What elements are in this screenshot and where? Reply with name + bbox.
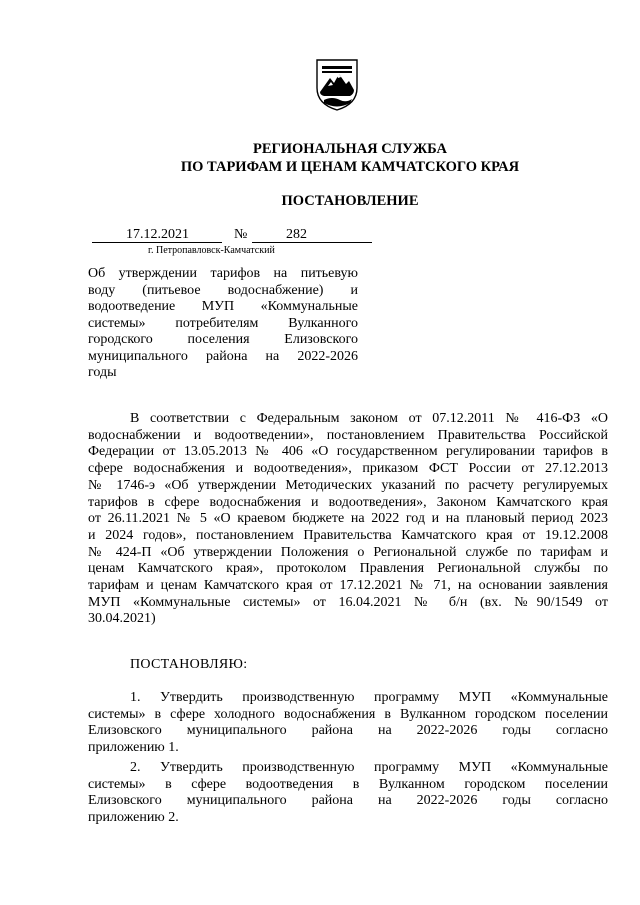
- number-sign: №: [234, 227, 248, 242]
- paragraph-line: водоснабжении и водоотведении», постановлением Правительства Российской: [88, 427, 608, 443]
- agency-name-line-1: РЕГИОНАЛЬНАЯ СЛУЖБА: [252, 141, 448, 157]
- paragraph-line: приложению 1.: [88, 740, 179, 756]
- title-line: системы» потребителям Вулканного: [88, 315, 358, 331]
- paragraph-line: ценам Камчатского края», протоколом Правления Региональной службы по: [88, 561, 608, 577]
- title-line: годы: [88, 365, 117, 380]
- document-type: ПОСТАНОВЛЕНИЕ: [281, 193, 419, 209]
- title-line: муниципального района на 2022-2026: [88, 348, 358, 364]
- paragraph-line: системы» в сфере холодного водоснабжения в Вулканном городском поселении: [88, 706, 608, 722]
- paragraph-line: приложению 2.: [88, 810, 179, 826]
- title-line: городского поселения Елизовского: [88, 332, 358, 347]
- item-1-paragraph: [88, 690, 608, 757]
- title-line: Об утверждении тарифов на питьевую: [88, 266, 358, 281]
- document-title: [88, 266, 358, 382]
- agency-name-line-2: ПО ТАРИФАМ И ЦЕНАМ КАМЧАТСКОГО КРАЯ: [180, 159, 520, 175]
- intro-paragraph: [88, 411, 608, 628]
- resolve-heading: ПОСТАНОВЛЯЮ:: [130, 657, 248, 672]
- paragraph-line: № 1746-э «Об утверждении Методических указаний по расчету регулируемых: [88, 477, 608, 493]
- document-city: г. Петропавловск-Камчатский: [148, 245, 275, 256]
- paragraph-line: 30.04.2021): [88, 611, 156, 627]
- paragraph-line: от 26.11.2021 № 5 «О краевом бюджете на 2022 год и на плановый период 2023: [88, 511, 608, 527]
- paragraph-line: сфере водоснабжения и водоотведения», приказом ФСТ России от 27.12.2013: [88, 461, 608, 477]
- paragraph-line: Федерации от 13.05.2013 № 406 «О государственном регулировании тарифов в: [88, 444, 608, 460]
- paragraph-line: 1. Утвердить производственную программу МУП «Коммунальные: [130, 690, 608, 705]
- paragraph-line: В соответствии с Федеральным законом от 07.12.2011 № 416-ФЗ «О: [130, 411, 608, 426]
- paragraph-line: Елизовского муниципального района на 2022-2026 годы согласно: [88, 793, 608, 809]
- paragraph-line: тарифов в сфере водоснабжения и водоотведения», Законом Камчатского края: [88, 494, 608, 510]
- document-date: 17.12.2021: [126, 227, 189, 242]
- paragraph-line: системы» в сфере водоотведения в Вулканном городском поселении: [88, 776, 608, 792]
- paragraph-line: 2. Утвердить производственную программу МУП «Коммунальные: [130, 760, 608, 775]
- date-underline: [92, 242, 222, 243]
- title-line: водоотведение МУП «Коммунальные: [88, 299, 358, 314]
- number-underline: [252, 242, 372, 243]
- document-number: 282: [286, 227, 307, 242]
- title-line: воду (питьевое водоснабжение) и: [88, 282, 358, 298]
- kamchatka-emblem-icon: [314, 58, 360, 112]
- paragraph-line: тарифам и ценам Камчатского края от 17.12.2021 № 71, на основании заявления: [88, 578, 608, 594]
- paragraph-line: МУП «Коммунальные системы» от 16.04.2021 № б/н (вх. №90/1549 от: [88, 594, 608, 610]
- paragraph-line: № 424-П «Об утверждении Положения о Региональной службе по тарифам и: [88, 544, 608, 560]
- paragraph-line: Елизовского муниципального района на 2022-2026 годы согласно: [88, 723, 608, 739]
- item-2-paragraph: [88, 760, 608, 827]
- paragraph-line: и 2024 годов», постановлением Правительства Камчатского края от 19.12.2008: [88, 527, 608, 543]
